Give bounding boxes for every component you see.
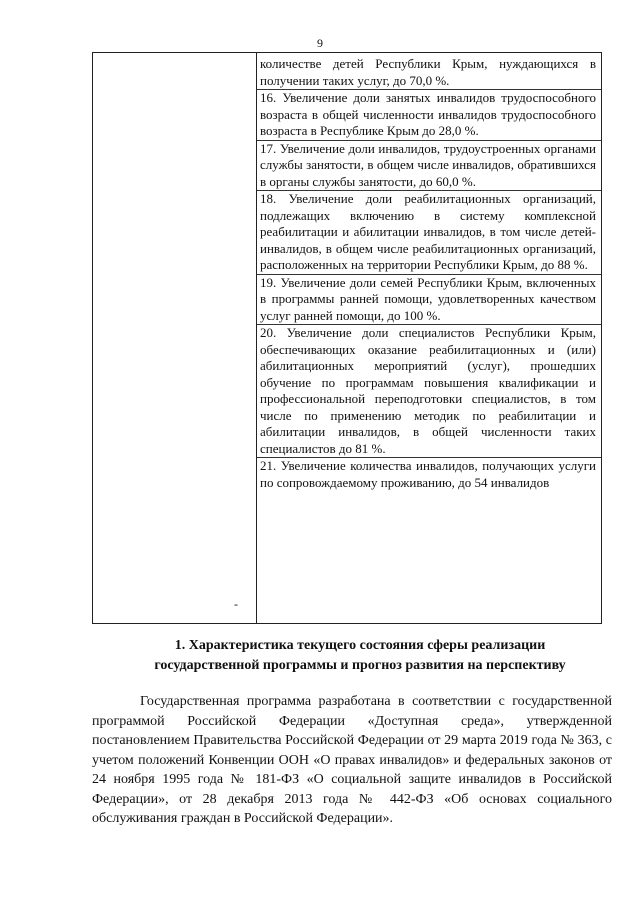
table-entry-19: 19. Увеличение доли семей Республики Крым, включенных в программы ранней помощи, удовлетворенных качеством услуг ранней помощи, до 100 %. [257,275,601,326]
body-paragraph: Государственная программа разработана в соответствии с государственной программой Российской Федерации «Доступная среда», утвержденной постановлением Правительства Российской Федерации от 29 марта 2019 года № 363, с учетом положений Конвенции ООН «О правах инвалидов» и федеральных законов от 24 ноября 1995 года № 181-ФЗ «О социальной защите инвалидов в Российской Федерации», от 28 декабря 2013 года № 442-ФЗ «Об основах социального обслуживания граждан в Российской Федерации». [92,694,612,826]
left-cell-mark: - [234,597,238,611]
table-entry-18: 18. Увеличение доли реабилитационных организаций, подлежащих включению в систему комплексной реабилитации и абилитации инвалидов, в том числе детей-инвалидов, в общем числе реабилитационных организаций, расположенных на территории Республики Крым, до 88 %. [257,191,601,275]
table-entry-20: 20. Увеличение доли специалистов Республики Крым, обеспечивающих оказание реабилитационных и (или) абилитационных мероприятий (услуг), прошедших обучение по программам повышения квалификации и профессиональной переподготовки специалистов, в том числе по применению методик по реабилитации и абилитации инвалидов, в общей численности таких специалистов до 81 %. [257,325,601,458]
page-number: 9 [317,36,323,50]
table-entry-21: 21. Увеличение количества инвалидов, получающих услуги по сопровождаемому проживанию, до 54 инвалидов [260,458,596,490]
table-entry-16: 16. Увеличение доли занятых инвалидов трудоспособного возраста в общей численности инвалидов трудоспособного возраста в Республике Крым до 28,0 %. [257,90,601,141]
section-heading [110,636,610,676]
indicators-table [92,52,602,624]
table-left-column [93,53,257,623]
section-heading-line-2: государственной программы и прогноз развития на перспективу [154,658,566,673]
table-right-column [257,53,601,623]
table-entry-15-continued: количестве детей Республики Крым, нуждающихся в получении таких услуг, до 70,0 %. [257,53,601,90]
table-entry-17: 17. Увеличение доли инвалидов, трудоустроенных органами службы занятости, в общем числе инвалидов, обратившихся в органы службы занятости, до 60,0 %. [257,141,601,192]
section-heading-line-1: 1. Характеристика текущего состояния сферы реализации [174,638,546,653]
